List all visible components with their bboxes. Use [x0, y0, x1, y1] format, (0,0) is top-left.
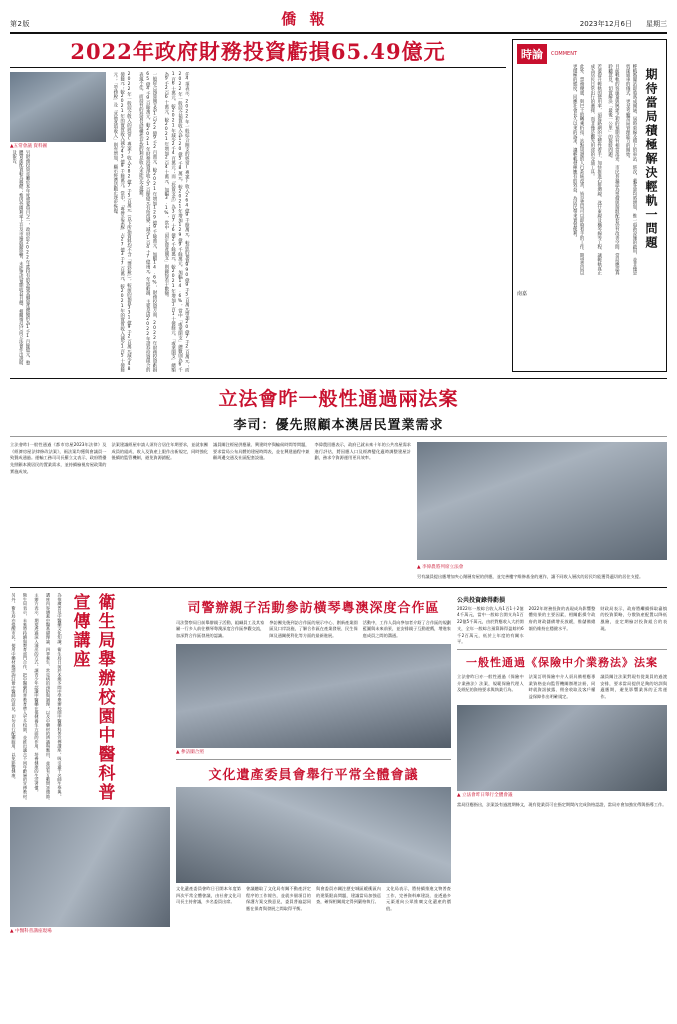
photo-caption: ▲ 李偉農將列席立法會 — [417, 565, 464, 571]
comment-badge: 時論 — [517, 44, 547, 64]
article-column: 議員關注經屋供應量、興建時序與輪候時間等問題，要求當局公布具體的建屋時間表，並在興建過程中兼顧周邊交通及社區配套設施。 — [213, 442, 310, 461]
secondary-subhead: 李司：優先照顧本澳居民置業需求 — [233, 418, 444, 434]
lecture-photo — [10, 807, 170, 927]
article-column: 當局回應指出，法案設有過渡期條文，現有從業員可在指定期間內完成資格認證，當局亦會加強宣傳與指導工作。 — [457, 801, 667, 807]
bottom-mid-top-body — [176, 620, 451, 640]
top-story-photo-block — [10, 72, 106, 372]
article-column: 會議聽取了文化局有關不動產評定程序的工作報告，並就多個項目的保護方案交換意見，委員普遍認同應在保育與發展之間取得平衡。 — [246, 885, 311, 912]
top-story — [10, 39, 506, 372]
bottom-mid-top-headline: 司警辦親子活動參訪橫琴粵澳深度合作區 — [187, 600, 440, 616]
bottom-right-bottom-body — [457, 674, 667, 701]
bottom-section — [10, 587, 667, 935]
article-column: 立法會昨(一般性通過《都市房屋2023年法律》及《經濟房屋法律修改法案》，兩法案均獲與會議員一致贊成通過。運輸工務司司長羅立文表示，政府將優先照顧本澳居民的置業需求，並持續檢視房屋政策的實施成效。 — [10, 442, 107, 474]
article-column: 另有議員提出應增加夾心階層房屋的供應，並完善樓宇維修基金的運作，讓不同收入層次的居民均能獲得適切的居住支援。 — [417, 574, 644, 580]
secondary-columns — [10, 442, 411, 581]
bottom-right-column — [457, 593, 667, 935]
article-column: 司法警察局日前舉辦親子活動，組織員工及其家屬一行多人前往橫琴粵澳深度合作區參觀交流，加深對合作區發展的認識。 — [176, 619, 265, 639]
article-column: 立法會昨日亦一般性通過《保險中介業務法》法案，規範保險代理人及經紀的資格要求與執業行為。 — [457, 674, 524, 693]
secondary-body — [10, 442, 667, 581]
group-photo — [176, 644, 451, 748]
opinion-column: 若要提升輕軌的使用率，須從路網的完整性着手，加快推進石排灣線、氹仔東線及橫琴線等工程，讓輕軌真正成為居民日常出行的選擇，而非僅是觀光用途的交通工具。 — [589, 64, 602, 276]
date-label: 2023年12月6日 — [579, 20, 632, 28]
article-column: 另財務投資亦屬於本年度重要項目之一，政府於2022年底持有的各類金融資產總額約為1千1百餘億元，整體資產配置較為穩健；惟因外圍利率上升及市場波動影響，未能達成預期收益目標，相關情況已向立法會作出說明及報告。 — [11, 150, 30, 366]
divider — [10, 436, 667, 437]
photo-caption: ▲五常會議 資料圖 — [10, 144, 48, 150]
article-column: 主辦方表示，期望透過深入淺出的方式，讓青少年認識中醫藥在保健養生方面的作用，培養健康的生活習慣。 — [34, 592, 40, 794]
article-column: 法案建議經屋申請人須符合居住年期要求，並就家團成員的組成、收入及資產上限作出新規定，同時強化後續的監管機制，避免資源錯配。 — [111, 442, 208, 461]
article-column: 另外，衛生局亦提醒市民，使用中藥材應諮詢註冊中醫師的意見，切勿自行配藥服用，以免影響健康。 — [11, 592, 17, 782]
assembly-photo — [417, 442, 667, 560]
paper-name: 僑 報 — [281, 10, 329, 28]
article-column: 財政局表示，政府將繼續採取審慎的投資策略，分散資產配置以降低風險，並定期檢討投資組合的表現。 — [600, 605, 668, 631]
masthead — [10, 8, 667, 34]
bottom-left-headline: 衛生局舉辦校園中醫科普宣傳講座 — [69, 592, 115, 802]
secondary-photo-block — [417, 442, 667, 581]
secondary-story — [10, 378, 667, 581]
weekday-label: 星期三 — [645, 20, 667, 28]
article-column: 仟4項表示，2022年一般綜合開支的經常(專案)收入264億9千餘萬元，較前的預算990億9千5百萬元增加20億7千2百萬元；而2022年一般綜合預算收入為120億5千8萬元，較2021年增加129億9千餘萬元，加幅14.6%，當中「或業開支」總數則為6千1百6十萬元，較2021年減少2千4百萬元；而「投資支出」為3百7十6億2千餘萬元，較2021年增加1百1十億餘元，「或業開支」總額為9千2百6十萬元，較2021年增加2百4十萬元，加幅3.1%，當中「固定資產開支」則錄得若干數額。 — [163, 72, 190, 373]
bottom-middle-column — [176, 593, 451, 935]
bottom-left-body — [10, 593, 170, 803]
bottom-mid-bottom-headline: 文化遺產委員會舉行平常全體會議 — [208, 767, 419, 783]
opinion-column: 輕軌媽閣站即將落成開通，屆時東線及環上的車站、班次、載客量均將增加，惟一項新設施的啟用，並非僅是剪綵通車的儀式，更是考驗當局管理能力的開始。 — [625, 64, 637, 276]
article-column: 文化遺產委員會昨日召開本年度第四次平常全體會議，由社會文化司司長主持會議，多名委員出席。 — [176, 885, 241, 905]
masthead-date-group — [580, 19, 667, 29]
article-column: 一般綜合預算開支為1百22億9千2百萬元，較2021年增加129億9千餘萬元，加幅14.6%，財務投資方面，2022年財務投資虧損65億4千9百餘萬元，較2021年財務投資淨收入3百餘億元有所改變；減少1百4十7億兩元。年度虧損，主要是因2022年證券投資組合的表現不佳，而持有的投資及結構性存款的利息收入未能完全抵銷。 — [138, 72, 157, 373]
opinion-headline: 期待當局積極解決輕軌一問題 — [644, 68, 658, 250]
article-column: 衛生局表示，未來將持續與教育部門合作，把中醫藥科普教育帶入更多校園，並推出適合不同年齡層的宣傳教材。 — [23, 592, 28, 803]
top-story-section — [10, 39, 667, 372]
opinion-author: 南嘉 — [517, 291, 528, 297]
assembly-photo-2 — [457, 705, 667, 791]
page-label: 第2版 — [10, 20, 30, 28]
article-column: 議員關注法案對現有從業員的過渡安排，要求當局提供足夠的培訓與適應期，避免影響業界的正常運作。 — [600, 674, 668, 700]
opinion-column: 此外，票務優惠、與巴士的轉乘折扣、站點周邊的人行系統改善，皆是當局可以即時着手的工作。期望當局以更積極的態度，回應社會長久以來的訴求，讓輕軌發揮應有的效益，為居民帶來實質便利。 — [572, 64, 585, 276]
article-column: 法案訂明保險中介人須具備相應專業資格並向監管機關辦理註冊，同時就資訊披露、佣金收取及客戶權益保障作出明確規定。 — [528, 674, 596, 700]
article-column: 與會委員亦關注歷史城區緩衝區內的建築限高問題，建議當局加強巡查，確保相關規定得到嚴格執行。 — [316, 885, 381, 905]
article-column: 2022年一般綜合收入為1百1十2億4千萬元，當中一般綜合開支為1百22億5千萬元，由於對應收入大於開支，全年一般綜合預算錄得盈餘約6千2百萬元，低於上年度的有關水平。 — [457, 605, 524, 645]
bottom-right-bottom-headline: 一般性通過《保險中介業務法》法案 — [466, 656, 658, 670]
divider — [457, 649, 667, 650]
divider — [10, 67, 506, 68]
article-column: 李偉農回應表示，政府已就未來十年的公共房屋需求進行評估，將因應人口及經濟變化適時調整建屋計劃，務求令資源運用更具效率。 — [314, 442, 411, 461]
meeting-photo — [10, 72, 106, 142]
photo-caption: ▲ 立法會昨日舉行全體會議 — [457, 792, 513, 798]
photo-caption: ▲ 參訪團合照 — [176, 749, 204, 755]
divider — [176, 759, 451, 760]
article-column: 活動中，工作人員向參加者介紹了合作區的規劃藍圖與未來前景，並安排親子互動遊戲，增進家庭成員之間的溝通。 — [362, 619, 451, 639]
bottom-mid-bottom-body — [176, 886, 451, 913]
committee-photo — [176, 787, 451, 883]
article-column: 參訪團先後到訪合作區的展示中心、創新產業園區及口岸設施，了解合作區在產業發展、民生保障及通關便利化等方面的最新進展。 — [269, 619, 358, 639]
bottom-right-top-headline: 公共投資錄得虧損 — [457, 596, 506, 604]
opinion-body — [517, 64, 662, 287]
article-column: 文化局表示，將持續推進文物普查工作，完善資料庫建設，並透過多元渠道向公眾推廣文化遺產的價值。 — [386, 885, 451, 912]
article-column: 為推廣普及中醫藥文化知識，衛生局日前於本澳多間中學舉辦校園中醫藥科普宣傳講座，吸引逾千名師生參與。 — [57, 592, 63, 799]
opinion-box — [512, 39, 667, 372]
photo-caption: ▲ 中醫科普講座現場 — [10, 928, 52, 934]
comment-badge-sub: COMMENT — [551, 51, 578, 57]
bottom-right-top-body — [457, 606, 667, 646]
opinion-column: 目前輕軌的客運量與興建之初的預期仍有相當落差，市民普遍認為票價與接駁配套仍有改善空間，當局應認真聆聽意見，切實解決「最後一公里」的接駁問題。 — [607, 64, 620, 276]
bottom-left-article — [10, 593, 170, 935]
article-column: 2022年財務投資的表現成為影響整體結果的主要因素，相關虧損令政府的財政儲備增長放緩，惟儲備總額仍維持在穩健水平。 — [528, 605, 596, 631]
article-column: 講座內容涵蓋中醫基礎理論、四季養生、常見病的預防與調理，以及中藥材的辨識與應用，並設有互動問答環節。 — [46, 592, 51, 803]
secondary-headline: 立法會昨一般性通過兩法案 — [218, 388, 459, 411]
top-story-body — [10, 72, 506, 372]
top-story-headline: 2022年政府財務投資虧損65.49億元 — [70, 39, 446, 64]
article-column: 2022年一般綜合收入的經常(專案)收入282億7千5百萬元（以下所指資料均不含「博彩稅」），較前的預算331億9千2百萬元減少48億餘元；較2021年的實質收入減少43億9千餘萬元。當中，「專營企業稅」占27億3千7百萬元，較2021年的實質收入減少1百5十億餘元；「勞務稅」及「其他各項收入」則有增加，顯示經濟活動正逐步恢復。 — [112, 72, 132, 373]
opinion-header — [517, 44, 662, 64]
